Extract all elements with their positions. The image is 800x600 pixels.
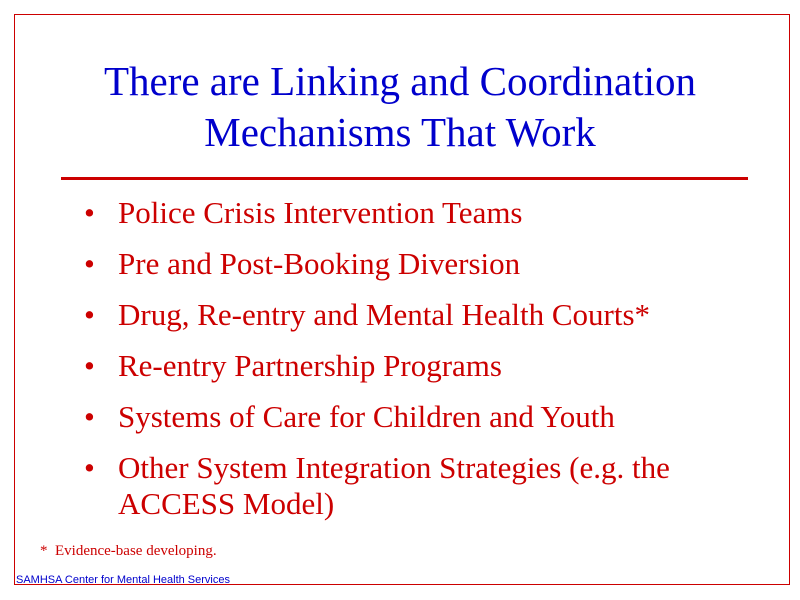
bullet-text: Systems of Care for Children and Youth bbox=[118, 399, 615, 434]
bullet-text: Police Crisis Intervention Teams bbox=[118, 195, 523, 230]
bullet-item bbox=[84, 297, 784, 333]
bullet-list bbox=[84, 195, 784, 522]
title-line-2: Mechanisms That Work bbox=[204, 109, 596, 155]
footnote: * Evidence-base developing. bbox=[40, 543, 217, 559]
bullet-dot-icon: • bbox=[84, 450, 95, 485]
bullet-dot-icon: • bbox=[84, 399, 95, 434]
title-divider bbox=[61, 177, 748, 180]
source-credit: SAMHSA Center for Mental Health Services bbox=[16, 574, 230, 586]
bullet-item bbox=[84, 348, 784, 384]
slide-title bbox=[0, 56, 800, 158]
bullet-dot-icon: • bbox=[84, 297, 95, 332]
bullet-dot-icon: • bbox=[84, 246, 95, 281]
bullet-item bbox=[84, 399, 784, 435]
bullet-text: Pre and Post-Booking Diversion bbox=[118, 246, 521, 281]
bullet-text: Other System Integration Strategies (e.g. the ACCESS Model) bbox=[118, 450, 670, 521]
bullet-item bbox=[84, 195, 784, 231]
title-line-1: There are Linking and Coordination bbox=[103, 58, 697, 104]
bullet-dot-icon: • bbox=[84, 348, 95, 383]
bullet-dot-icon: • bbox=[84, 195, 95, 230]
bullet-text: Drug, Re-entry and Mental Health Courts* bbox=[118, 297, 651, 332]
bullet-text: Re-entry Partnership Programs bbox=[118, 348, 502, 383]
bullet-item bbox=[84, 450, 784, 522]
bullet-item bbox=[84, 246, 784, 282]
